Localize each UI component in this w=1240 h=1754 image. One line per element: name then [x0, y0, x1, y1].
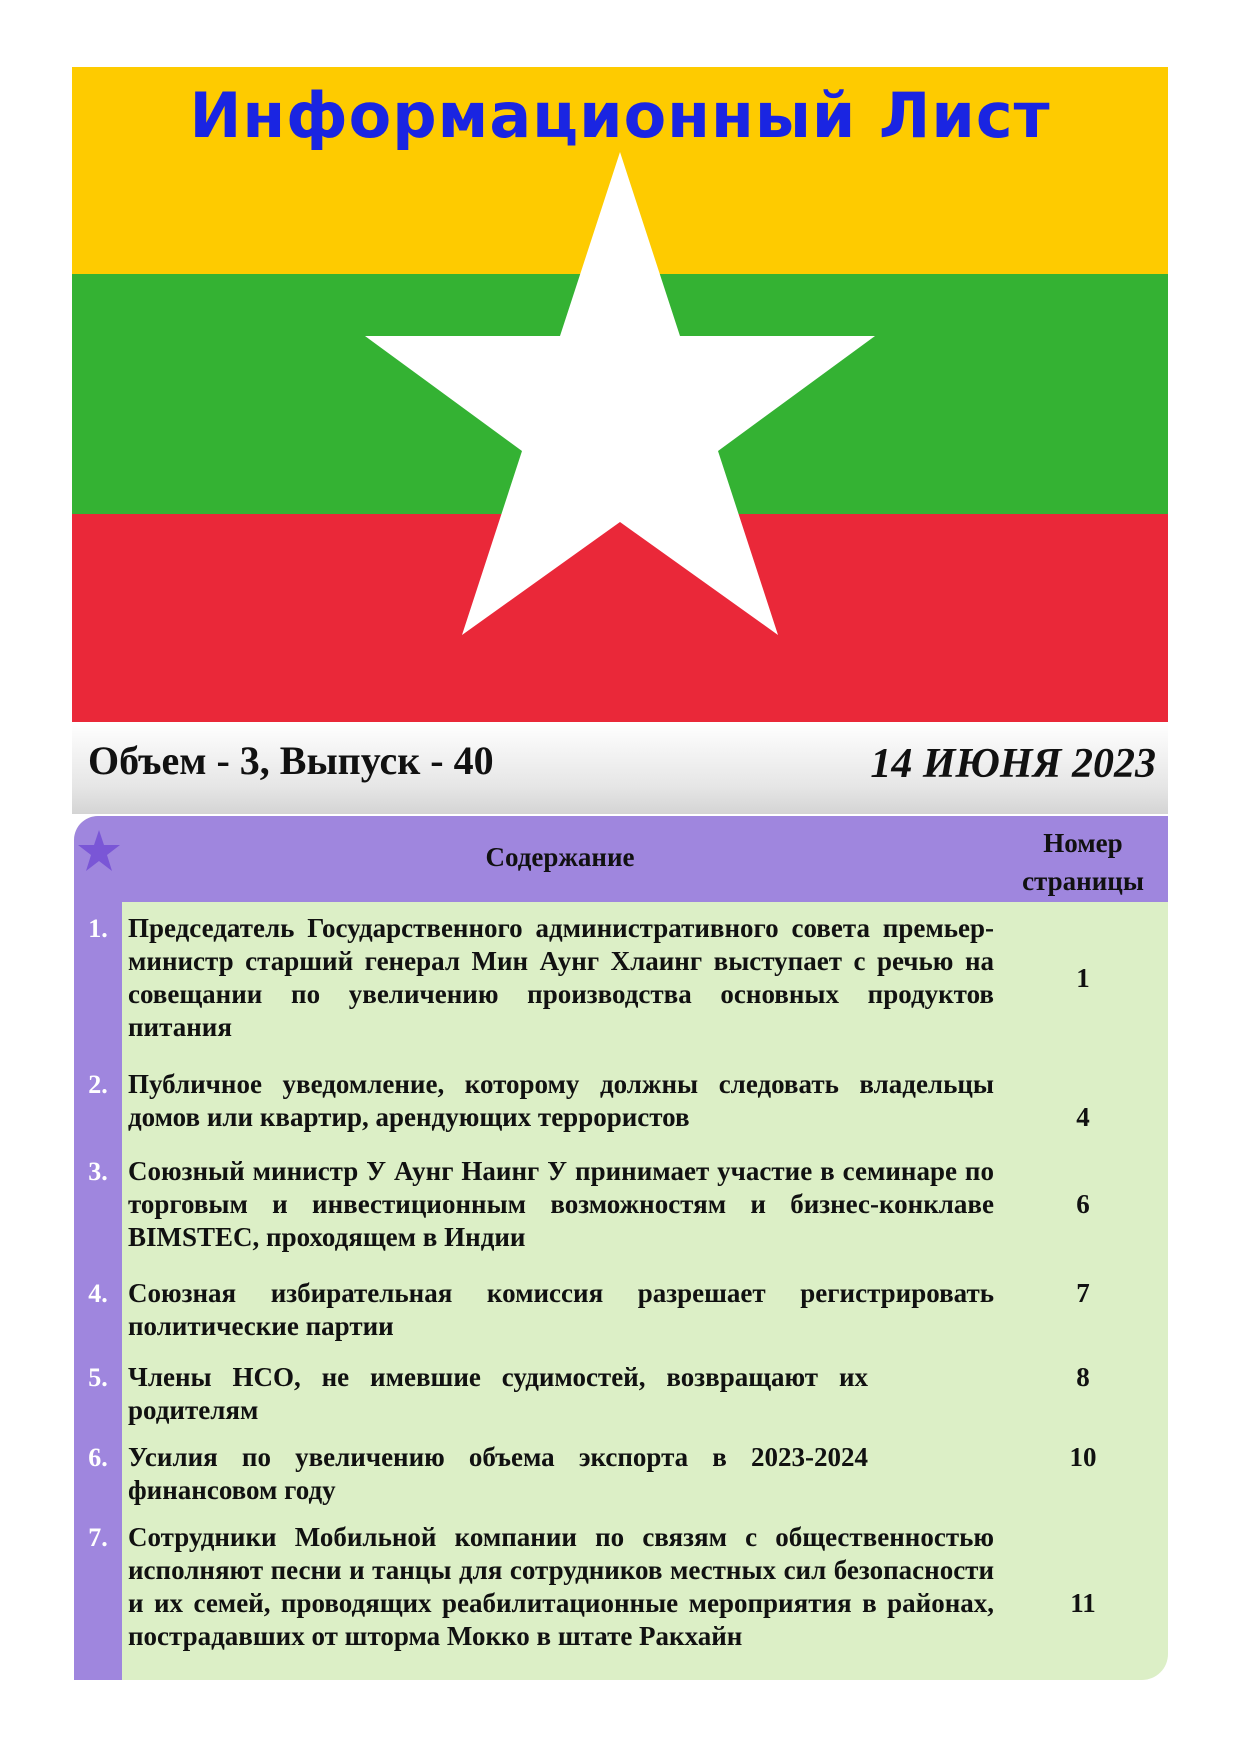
row-page-number: 4	[1076, 1102, 1090, 1132]
row-page-number: 1	[1076, 963, 1090, 993]
row-title: Члены НСО, не имевшие судимостей, возвращают их родителям	[128, 1362, 868, 1425]
row-page-number: 11	[1070, 1588, 1096, 1618]
row-title: Союзная избирательная комиссия разрешает регистрировать политические партии	[128, 1278, 994, 1341]
row-number: 7.	[88, 1523, 108, 1552]
page-number-header-line1: Номер	[1043, 828, 1123, 858]
star-icon	[76, 828, 122, 874]
row-title: Публичное уведомление, которому должны следовать владельцы домов или квартир, арендующих террористов	[128, 1069, 994, 1132]
row-title: Союзный министр У Аунг Наинг У принимает участие в семинаре по торговым и инвестиционным возможностям и бизнес-конклаве BIMSTEC, проходящем в Индии	[128, 1156, 994, 1252]
masthead-title: Информационный Лист	[189, 79, 1051, 152]
issue-date: 14 ИЮНЯ 2023	[870, 741, 1156, 787]
flag-banner	[72, 67, 1168, 722]
row-title: Председатель Государственного административного совета премьер-министр старший генерал Мин Аунг Хлаинг выступает с речью на совещании по увеличению производства основных продуктов питания	[128, 913, 994, 1042]
row-number: 2.	[88, 1070, 108, 1099]
row-page-number: 6	[1076, 1189, 1090, 1219]
row-number: 6.	[88, 1443, 108, 1472]
row-page-number: 8	[1076, 1362, 1090, 1392]
row-number: 4.	[88, 1279, 108, 1308]
page-number-header	[998, 824, 1168, 900]
row-number: 1.	[88, 914, 108, 943]
row-title: Усилия по увеличению объема экспорта в 2023-2024 финансовом году	[128, 1442, 868, 1505]
issue-bar	[72, 722, 1168, 814]
row-number: 3.	[88, 1157, 108, 1186]
row-page-number: 10	[1069, 1442, 1097, 1472]
flag-star-icon	[72, 67, 1168, 722]
issue-volume-label: Объем - 3, Выпуск - 40	[88, 738, 494, 783]
page-number-header-line2: страницы	[1022, 866, 1144, 896]
contents-header-title: Содержание	[485, 842, 635, 872]
row-page-number: 7	[1076, 1278, 1090, 1308]
row-number: 5.	[88, 1363, 108, 1392]
contents-table	[74, 816, 1168, 1680]
row-title: Сотрудники Мобильной компании по связям с общественностью исполняют песни и танцы для сотрудников местных сил безопасности и их семей, проводящих реабилитационные мероприятия в районах, пострадавших от шторма Мокко в штате Ракхайн	[128, 1522, 994, 1651]
